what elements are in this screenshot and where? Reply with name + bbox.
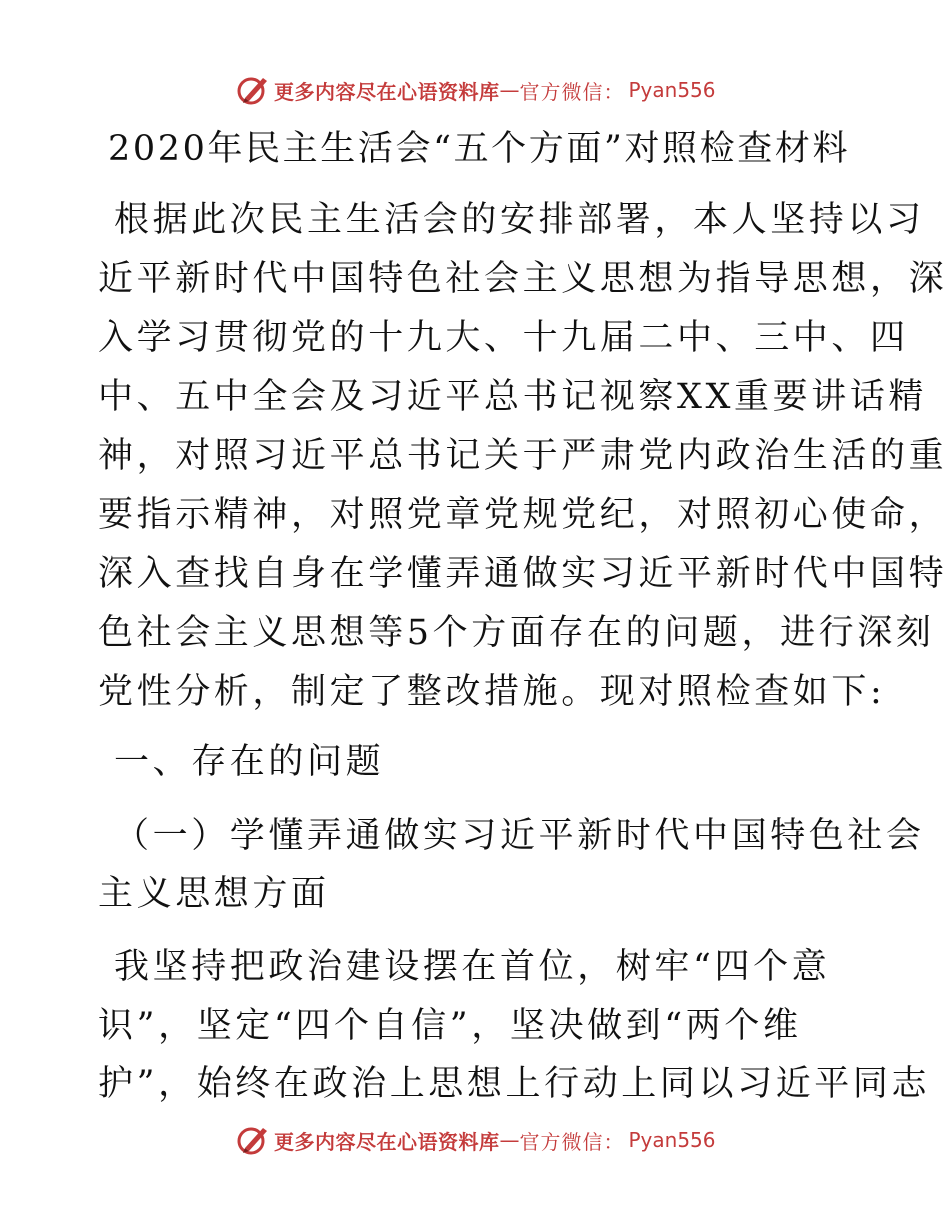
paragraph-line: 神，对照习近平总书记关于严肃党内政治生活的重 [98, 436, 948, 476]
section-heading: 一、存在的问题 [114, 742, 385, 782]
paragraph-line: 深入查找自身在学懂弄通做实习近平新时代中国特 [98, 554, 948, 594]
pen-logo-icon [236, 73, 270, 107]
paragraph-line: 我坚持把政治建设摆在首位，树牢“四个意 [114, 947, 831, 987]
paragraph-line: 根据此次民主生活会的安排部署，本人坚持以习 [114, 200, 925, 240]
watermark-main-text: 更多内容尽在心语资料库 [274, 1129, 500, 1154]
document-title: 2020年民主生活会“五个方面”对照检查材料 [108, 129, 851, 169]
paragraph-line: 近平新时代中国特色社会主义思想为指导思想，深 [98, 259, 948, 299]
watermark-dash: — [499, 1128, 520, 1152]
paragraph-line: 中、五中全会及习近平总书记视察XX重要讲话精 [98, 377, 928, 417]
paragraph-line: 要指示精神，对照党章党规党纪，对照初心使命， [98, 495, 948, 535]
paragraph-line: 识”，坚定“四个自信”，坚决做到“两个维 [98, 1006, 802, 1046]
watermark-official-label: 官方微信： [519, 79, 625, 104]
pen-logo-icon [236, 1123, 270, 1157]
subsection-heading: （一）学懂弄通做实习近平新时代中国特色社会 [114, 816, 925, 856]
paragraph-line: 护”，始终在政治上思想上行动上同以习近平同志 [98, 1064, 931, 1104]
watermark-account: Pyan556 [628, 1128, 716, 1152]
paragraph-line: 入学习贯彻党的十九大、十九届二中、三中、四 [98, 318, 909, 358]
watermark-dash: — [499, 78, 520, 102]
subsection-heading-cont: 主义思想方面 [98, 874, 330, 914]
paragraph-line: 党性分析，制定了整改措施。现对照检查如下: [98, 672, 886, 712]
header-watermark [236, 70, 716, 110]
footer-watermark [236, 1120, 716, 1160]
watermark-account: Pyan556 [628, 78, 716, 102]
watermark-main-text: 更多内容尽在心语资料库 [274, 79, 500, 104]
paragraph-line: 色社会主义思想等5个方面存在的问题，进行深刻 [98, 613, 935, 653]
watermark-official-label: 官方微信： [519, 1129, 625, 1154]
